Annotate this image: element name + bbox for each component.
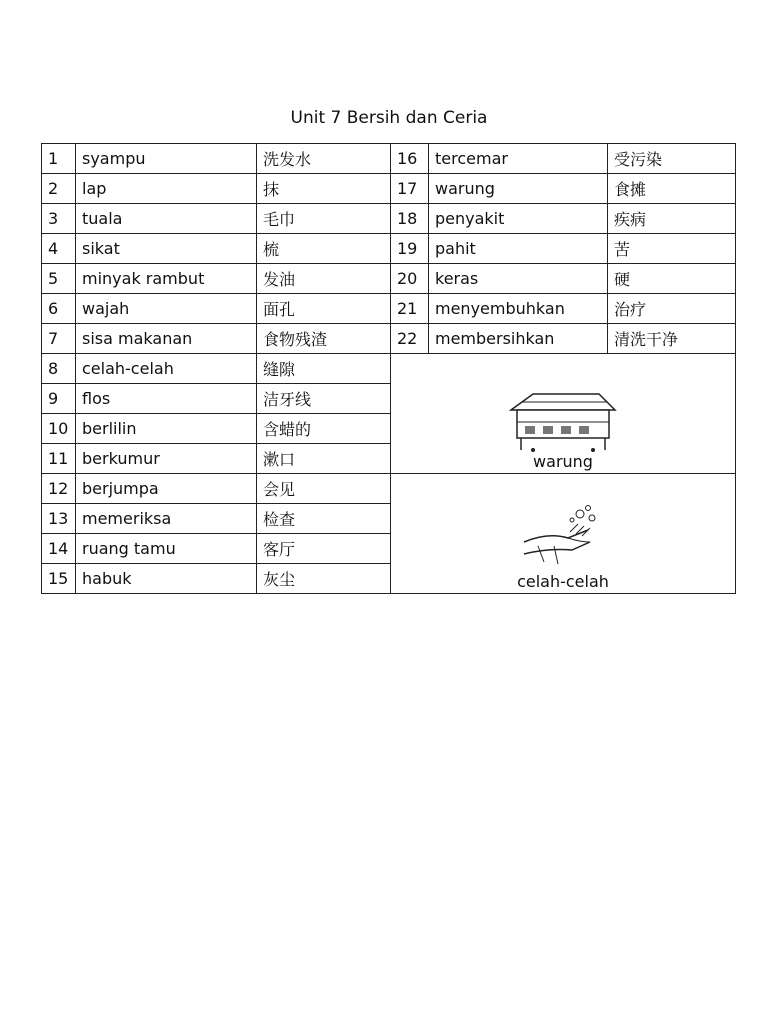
chinese-word: 食摊: [608, 174, 736, 204]
row-number: 12: [42, 474, 76, 504]
table-row: [42, 234, 736, 264]
malay-word: berjumpa: [76, 474, 257, 504]
chinese-word: 治疗: [608, 294, 736, 324]
malay-word: membersihkan: [429, 324, 608, 354]
row-number: 5: [42, 264, 76, 294]
row-number: 20: [391, 264, 429, 294]
celah-picture-cell: [391, 474, 736, 594]
malay-word: menyembuhkan: [429, 294, 608, 324]
malay-word: sikat: [76, 234, 257, 264]
malay-word: sisa makanan: [76, 324, 257, 354]
chinese-word: 硬: [608, 264, 736, 294]
malay-word: warung: [429, 174, 608, 204]
table-row: [42, 474, 736, 504]
table-row: [42, 294, 736, 324]
row-number: 19: [391, 234, 429, 264]
malay-word: penyakit: [429, 204, 608, 234]
chinese-word: 缝隙: [257, 354, 391, 384]
row-number: 15: [42, 564, 76, 594]
row-number: 21: [391, 294, 429, 324]
malay-word: berlilin: [76, 414, 257, 444]
table-row: [42, 204, 736, 234]
food-stall-illustration: [503, 388, 623, 452]
chinese-word: 含蜡的: [257, 414, 391, 444]
chinese-word: 苦: [608, 234, 736, 264]
chinese-word: 洁牙线: [257, 384, 391, 414]
malay-word: berkumur: [76, 444, 257, 474]
chinese-word: 客厅: [257, 534, 391, 564]
malay-word: lap: [76, 174, 257, 204]
malay-word: celah-celah: [76, 354, 257, 384]
malay-word: wajah: [76, 294, 257, 324]
chinese-word: 洗发水: [257, 144, 391, 174]
table-row: [42, 324, 736, 354]
table-row: [42, 144, 736, 174]
row-number: 18: [391, 204, 429, 234]
chinese-word: 食物残渣: [257, 324, 391, 354]
row-number: 6: [42, 294, 76, 324]
row-number: 9: [42, 384, 76, 414]
table-row: [42, 264, 736, 294]
table-row: [42, 174, 736, 204]
row-number: 16: [391, 144, 429, 174]
row-number: 4: [42, 234, 76, 264]
table-row: [42, 354, 736, 384]
malay-word: tercemar: [429, 144, 608, 174]
malay-word: flos: [76, 384, 257, 414]
picture-caption: celah-celah: [517, 572, 609, 591]
malay-word: habuk: [76, 564, 257, 594]
malay-word: pahit: [429, 234, 608, 264]
row-number: 22: [391, 324, 429, 354]
vocabulary-table: [41, 143, 736, 594]
row-number: 7: [42, 324, 76, 354]
chinese-word: 疾病: [608, 204, 736, 234]
chinese-word: 受污染: [608, 144, 736, 174]
malay-word: tuala: [76, 204, 257, 234]
malay-word: syampu: [76, 144, 257, 174]
row-number: 13: [42, 504, 76, 534]
chinese-word: 梳: [257, 234, 391, 264]
chinese-word: 面孔: [257, 294, 391, 324]
page-title: Unit 7 Bersih dan Ceria: [290, 108, 488, 128]
row-number: 1: [42, 144, 76, 174]
malay-word: ruang tamu: [76, 534, 257, 564]
chinese-word: 漱口: [257, 444, 391, 474]
row-number: 11: [42, 444, 76, 474]
malay-word: memeriksa: [76, 504, 257, 534]
picture-caption: warung: [533, 452, 593, 471]
chinese-word: 抹: [257, 174, 391, 204]
row-number: 17: [391, 174, 429, 204]
row-number: 10: [42, 414, 76, 444]
chinese-word: 毛巾: [257, 204, 391, 234]
warung-picture-cell: [391, 354, 736, 474]
row-number: 2: [42, 174, 76, 204]
washing-hands-illustration: [518, 502, 608, 572]
chinese-word: 检查: [257, 504, 391, 534]
chinese-word: 发油: [257, 264, 391, 294]
malay-word: keras: [429, 264, 608, 294]
chinese-word: 灰尘: [257, 564, 391, 594]
row-number: 3: [42, 204, 76, 234]
row-number: 14: [42, 534, 76, 564]
chinese-word: 清洗干净: [608, 324, 736, 354]
chinese-word: 会见: [257, 474, 391, 504]
malay-word: minyak rambut: [76, 264, 257, 294]
row-number: 8: [42, 354, 76, 384]
